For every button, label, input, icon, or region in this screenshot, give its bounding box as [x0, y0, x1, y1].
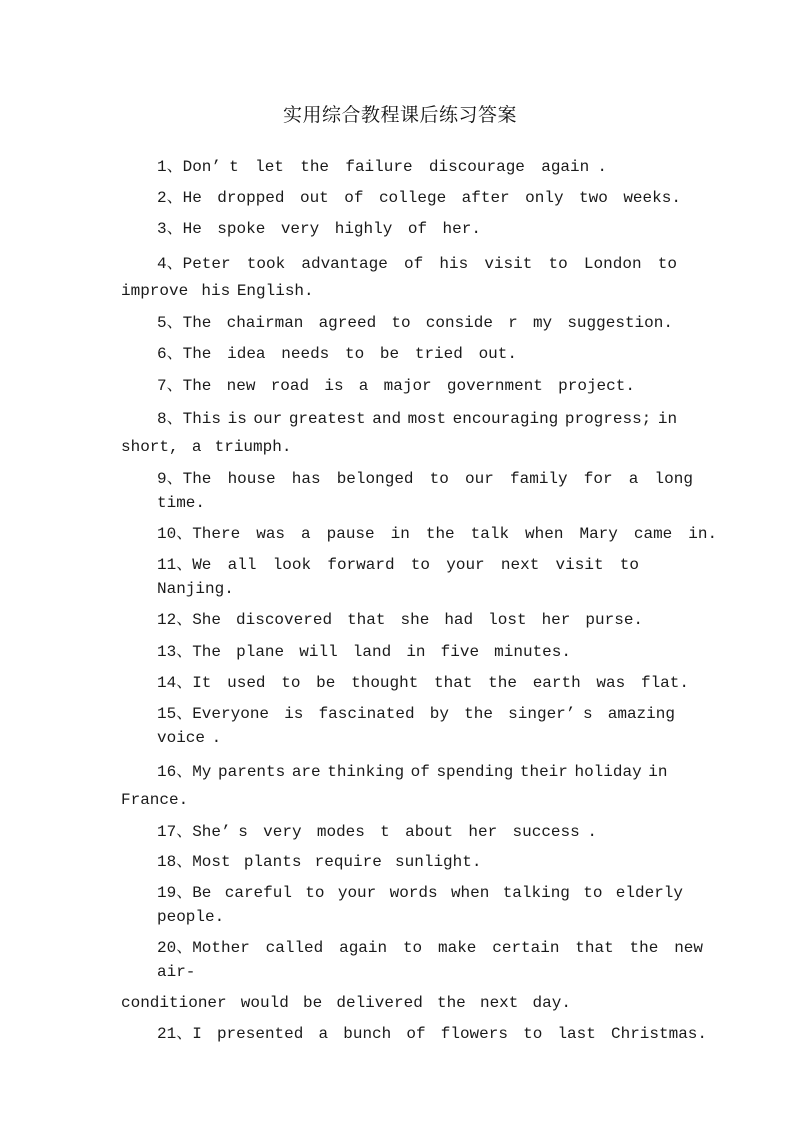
answer-line-17: 17、She’ s very modes t about her success .	[157, 823, 597, 841]
answer-line-9: 9、The house has belonged to our family for a long	[157, 470, 693, 488]
answer-line-1: 1、Don’ t let the failure discourage again .	[157, 158, 607, 176]
answer-line-14: 14、It used to be thought that the earth was flat.	[157, 674, 689, 692]
answer-line-20: 20、Mother called again to make certain that the new	[157, 939, 704, 957]
answer-line-8-cont: short, a triumph.	[121, 438, 292, 456]
answer-line-19-cont: people.	[157, 908, 225, 926]
answer-line-5: 5、The chairman agreed to conside r my suggestion.	[157, 314, 673, 332]
answer-line-15: 15、Everyone is fascinated by the singer’ s amazing	[157, 705, 675, 723]
answer-line-20-cont-b: conditioner would be delivered the next day.	[121, 994, 571, 1012]
answer-line-19: 19、Be careful to your words when talking to elderly	[157, 884, 684, 902]
answer-line-11: 11、We all look forward to your next visit to	[157, 556, 639, 574]
answer-line-10: 10、There was a pause in the talk when Mary came in.	[157, 525, 718, 543]
answer-line-6: 6、The idea needs to be tried out.	[157, 345, 517, 363]
answer-line-13: 13、The plane will land in five minutes.	[157, 643, 571, 661]
answer-line-4-cont: improve his English.	[121, 282, 314, 300]
answer-line-11-cont: Nanjing.	[157, 580, 234, 598]
answer-line-12: 12、She discovered that she had lost her purse.	[157, 611, 644, 629]
answer-line-16-cont: France.	[121, 791, 189, 809]
answer-line-2: 2、He dropped out of college after only two weeks.	[157, 189, 681, 207]
answer-line-9-cont: time.	[157, 494, 206, 512]
answer-line-16: 16、My parents are thinking of spending their holiday in	[157, 763, 668, 781]
page-title: 实用综合教程课后练习答案	[282, 104, 517, 126]
answer-line-7: 7、The new road is a major government project.	[157, 377, 635, 395]
answer-line-8: 8、This is our greatest and most encouraging progress; in	[157, 410, 678, 428]
answer-line-20-cont-a: air-	[157, 963, 196, 981]
answer-line-4: 4、Peter took advantage of his visit to London to	[157, 255, 677, 273]
answer-line-18: 18、Most plants require sunlight.	[157, 853, 482, 871]
answer-line-3: 3、He spoke very highly of her.	[157, 220, 481, 238]
answer-line-21: 21、I presented a bunch of flowers to last Christmas.	[157, 1025, 708, 1043]
answer-line-15-cont: voice .	[157, 729, 222, 747]
